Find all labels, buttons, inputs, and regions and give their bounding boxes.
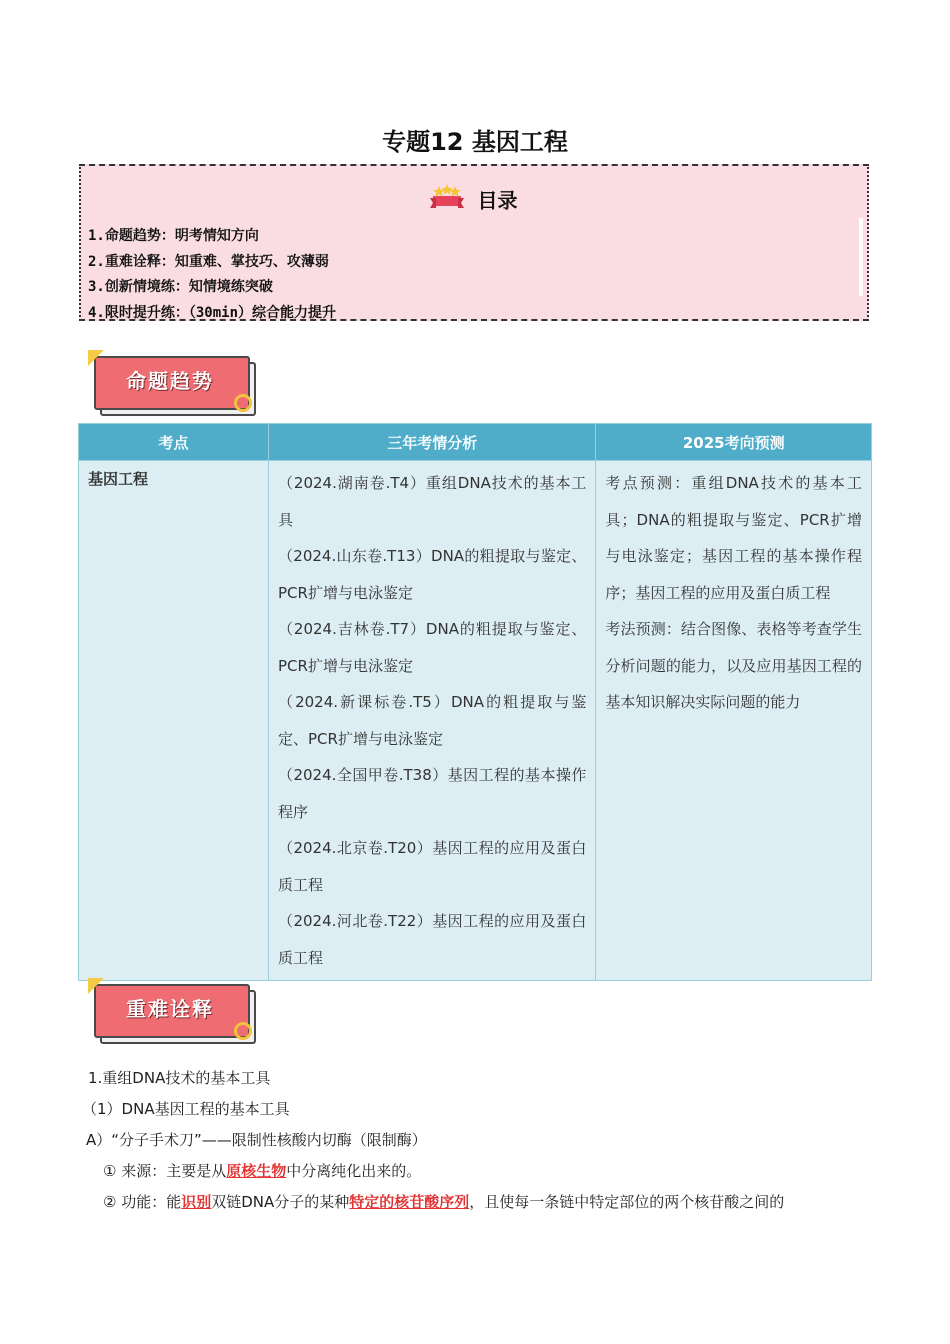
forecast-entry: 考点预测：重组DNA技术的基本工具；DNA的粗提取与鉴定、PCR扩增与电泳鉴定；基因工程的基本操作程序；基因工程的应用及蛋白质工程: [605, 474, 862, 602]
table-row: [79, 461, 872, 981]
text-span: 中分离纯化出来的。: [286, 1162, 422, 1180]
column-header-topic: 考点: [79, 424, 269, 461]
toc-header: [81, 184, 867, 214]
badge-label: 命题趋势: [126, 369, 214, 393]
toc-heading: 目录: [477, 188, 518, 213]
toc-item[interactable]: 1.命题趋势：明考情知方向: [88, 228, 259, 244]
crown-banner-icon: [430, 184, 464, 214]
toc-item[interactable]: 2.重难诠释：知重难、掌技巧、攻薄弱: [88, 253, 329, 270]
forecast-cell: [596, 461, 872, 981]
page-title: 专题12 基因工程: [382, 128, 568, 156]
toc-edge-divider: [859, 218, 863, 296]
exam-trend-table: [78, 423, 872, 981]
body-line: （1）DNA基因工程的基本工具: [82, 1100, 290, 1118]
column-header-analysis: 三年考情分析: [269, 424, 596, 461]
analysis-entry: （2024.湖南卷.T4）重组DNA技术的基本工具: [278, 474, 587, 529]
table-header-row: [79, 424, 872, 461]
section-badge-trend: [88, 350, 258, 420]
body-line: [103, 1156, 784, 1187]
topic-cell: 基因工程: [79, 461, 269, 981]
analysis-entry: （2024.河北卷.T22）基因工程的应用及蛋白质工程: [278, 912, 587, 967]
ring-icon: [234, 394, 252, 412]
analysis-entry: （2024.吉林卷.T7）DNA的粗提取与鉴定、PCR扩增与电泳鉴定: [278, 620, 587, 675]
text-span: ② 功能：能: [103, 1193, 182, 1211]
ring-icon: [234, 1022, 252, 1040]
text-span: 双链DNA分子的某种: [211, 1193, 350, 1211]
body-line: 1.重组DNA技术的基本工具: [88, 1069, 271, 1087]
table-of-contents: [79, 164, 869, 321]
analysis-entry: （2024.新课标卷.T5）DNA的粗提取与鉴定、PCR扩增与电泳鉴定: [278, 693, 587, 748]
analysis-cell: [269, 461, 596, 981]
toc-item[interactable]: 3.创新情境练：知情境练突破: [88, 279, 273, 295]
highlight-text: 原核生物: [226, 1162, 287, 1180]
forecast-entry: 考法预测：结合图像、表格等考查学生分析问题的能力，以及应用基因工程的基本知识解决实际问题的能力: [605, 620, 862, 711]
badge-label: 重难诠释: [126, 997, 214, 1021]
text-span: ① 来源：主要是从: [103, 1162, 227, 1180]
section-badge-key-points: [88, 978, 258, 1048]
analysis-entry: （2024.北京卷.T20）基因工程的应用及蛋白质工程: [278, 839, 587, 894]
toc-item[interactable]: 4.限时提升练：（30min）综合能力提升: [88, 304, 337, 321]
analysis-entry: （2024.全国甲卷.T38）基因工程的基本操作程序: [278, 766, 587, 821]
toc-list: [88, 224, 336, 326]
highlight-text: 识别: [181, 1193, 212, 1211]
column-header-forecast: 2025考向预测: [596, 424, 872, 461]
body-line: A）“分子手术刀”——限制性核酸内切酶（限制酶）: [86, 1131, 427, 1149]
body-content: [82, 1063, 785, 1218]
corner-flag-icon: [88, 978, 104, 994]
body-line: [103, 1187, 784, 1218]
text-span: ，且使每一条链中特定部位的两个核苷酸之间的: [469, 1193, 785, 1211]
analysis-entry: （2024.山东卷.T13）DNA的粗提取与鉴定、PCR扩增与电泳鉴定: [278, 547, 587, 602]
corner-flag-icon: [88, 350, 104, 366]
highlight-text: 特定的核苷酸序列: [349, 1193, 470, 1211]
